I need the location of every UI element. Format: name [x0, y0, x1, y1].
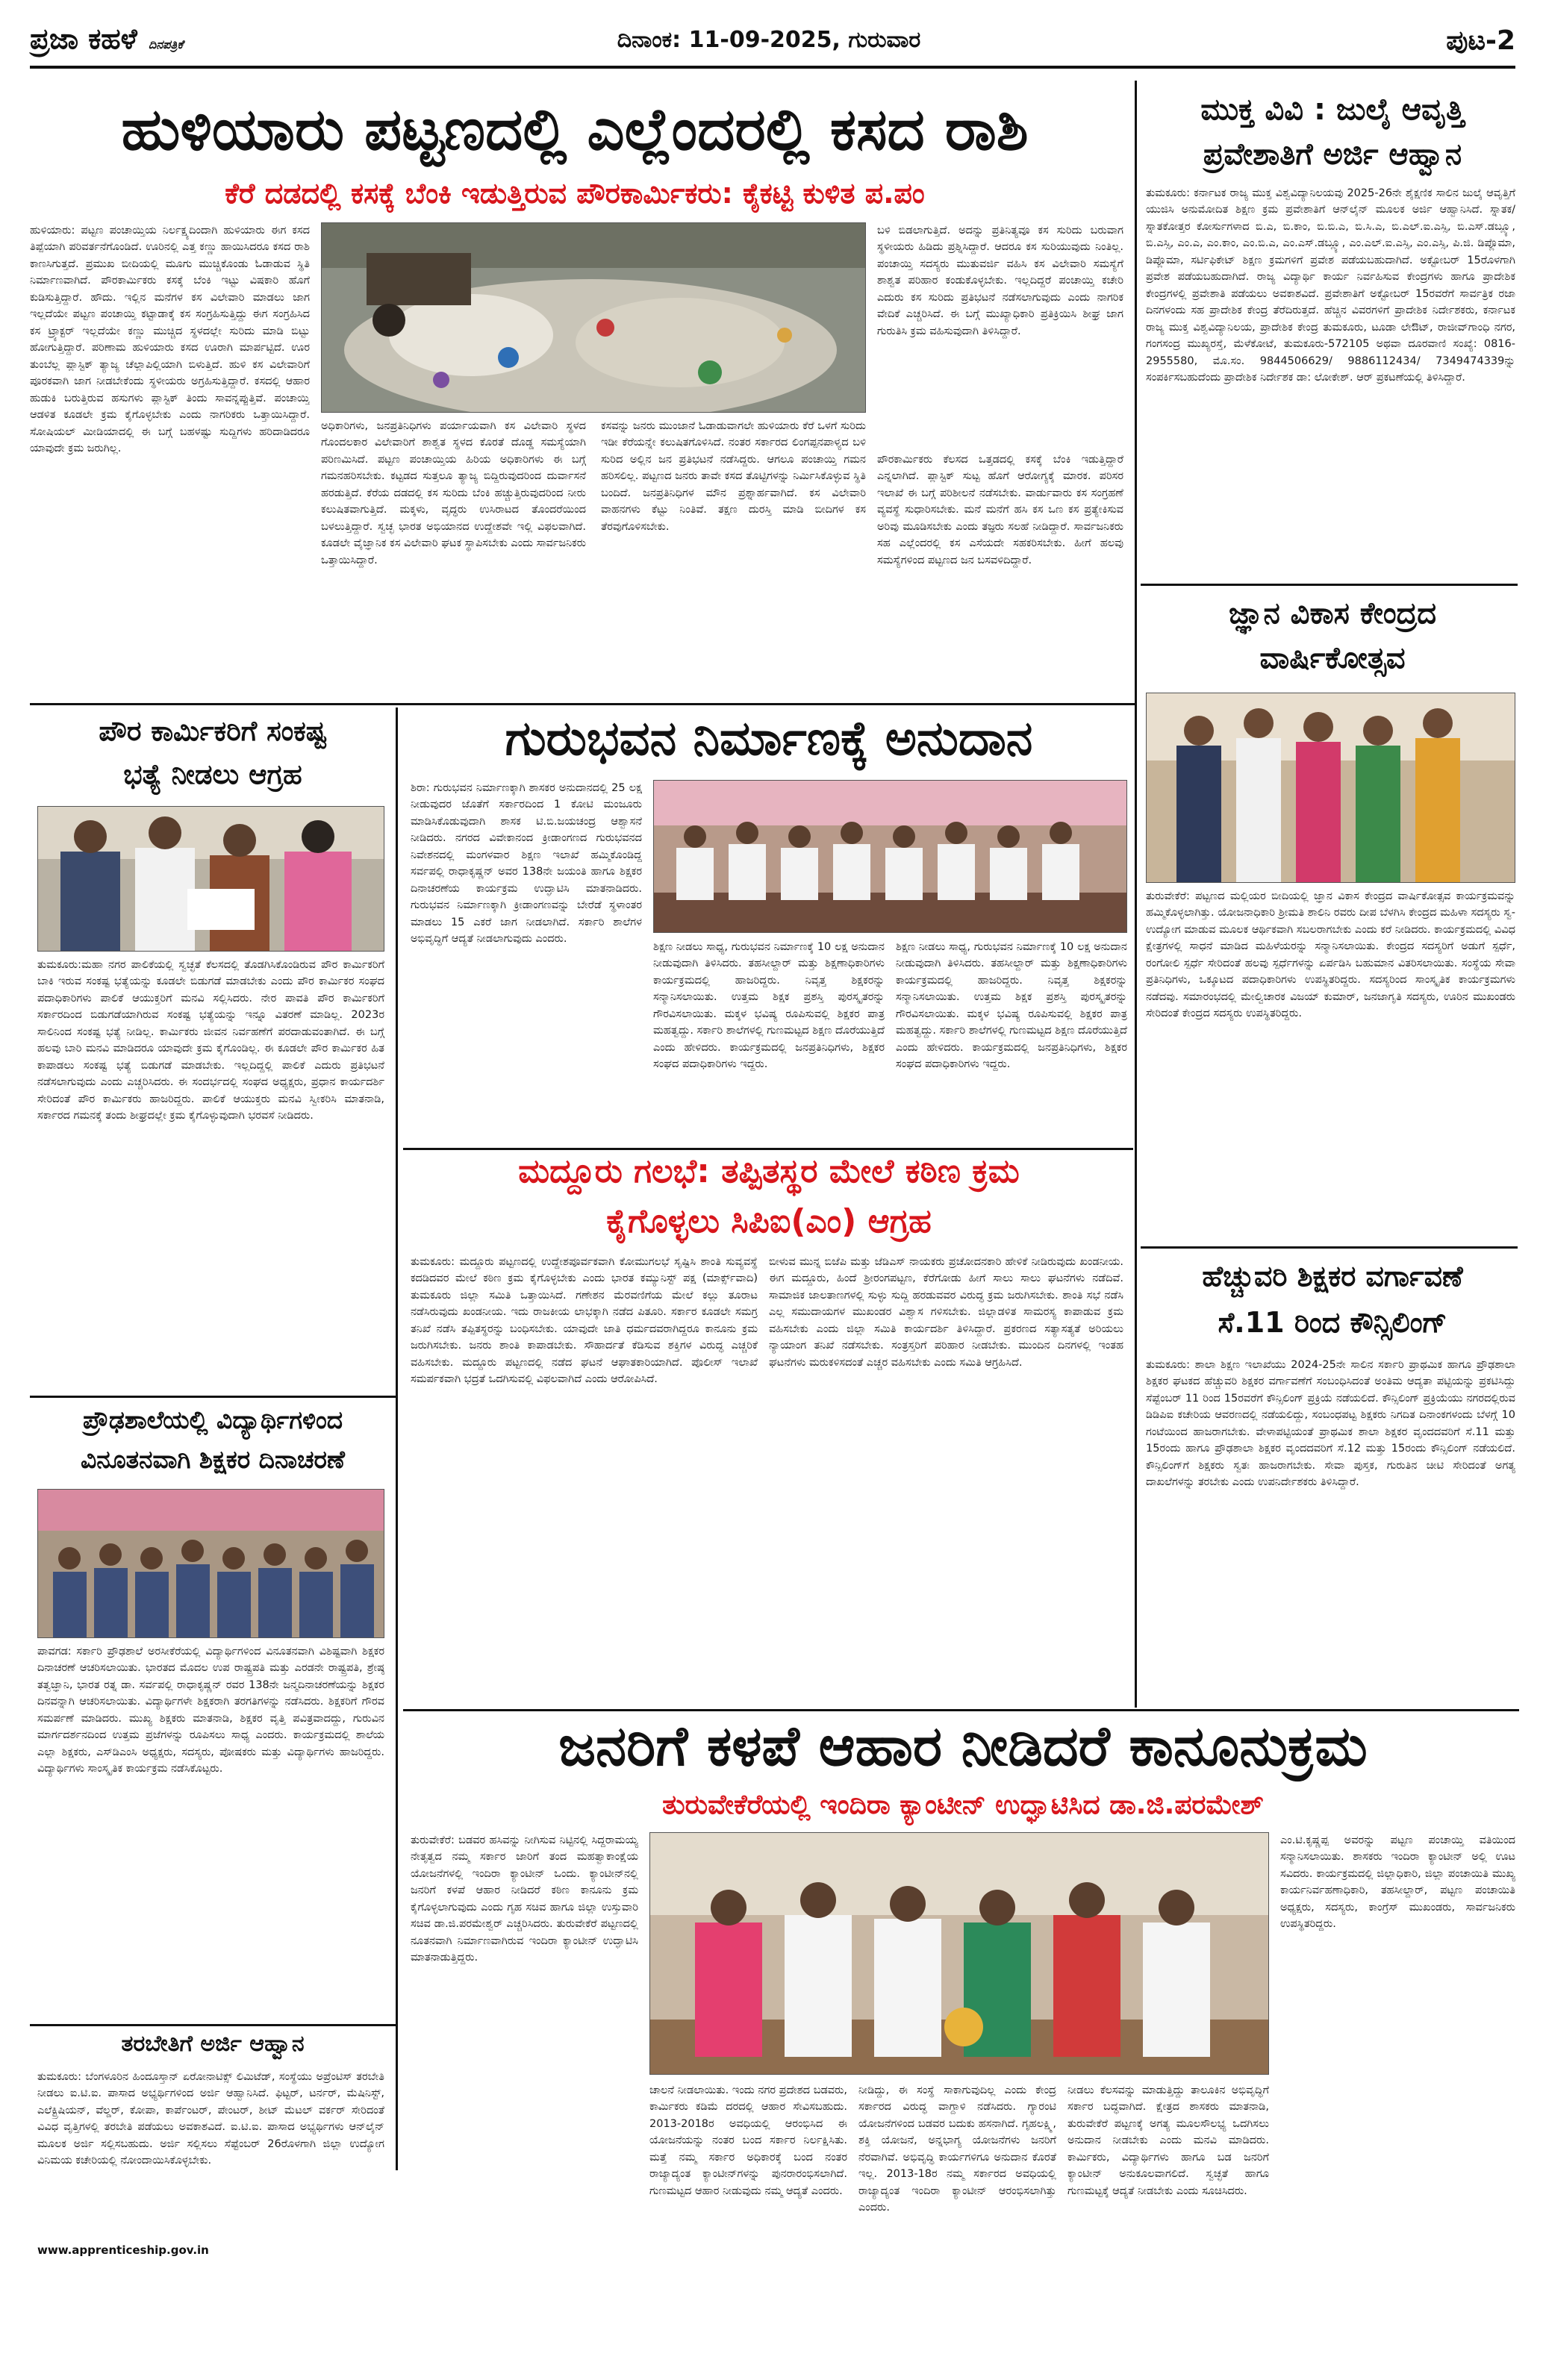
story8-headline-line2: ಕೈಗೊಳ್ಳಲು ಸಿಪಿಐ(ಎಂ) ಆಗ್ರಹ: [606, 1203, 932, 1240]
story4-body: ತುಮಕೂರು:ಮಹಾ ನಗರ ಪಾಲಿಕೆಯಲ್ಲಿ ಸ್ವಚ್ಛತೆ ಕೆಲಸದಲ್ಲಿ ತೊಡಗಿಸಿಕೊಂಡಿರುವ ಪೌರ ಕಾರ್ಮಿಕರಿಗೆ ಬಾಕಿ ಇರುವ ಸಂಕಷ್ಟ ಭತ್ಯೆಯನ್ನು ಕೂಡಲೇ ಬಿಡುಗಡೆ ಮಾಡಬೇಕು ಎಂದು ಪೌರ ಕಾರ್ಮಿಕರ ಸಂಘದ ಪದಾಧಿಕಾರಿಗಳು ಪಾಲಿಕೆ ಆಯುಕ್ತರಿಗೆ ಮನವಿ ಸಲ್ಲಿಸಿದರು. ನೇರ ಪಾವತಿ ಪೌರ ಕಾರ್ಮಿಕರಿಗೆ ಸರ್ಕಾರದಿಂದ ಬಿಡುಗಡೆಯಾಗಿರುವ ಸಂಕಷ್ಟ ಭತ್ಯೆಯನ್ನು ಇನ್ನೂ ವಿತರಣೆ ಮಾಡಿಲ್ಲ. 2023ರ ಸಾಲಿನಿಂದ ಸಂಕಷ್ಟ ಭತ್ಯೆ ನೀಡಿಲ್ಲ. ಕಾರ್ಮಿಕರು ಜೀವನ ನಿರ್ವಹಣೆಗೆ ಪರದಾಡುವಂತಾಗಿದೆ. ಈ ಬಗ್ಗೆ ಹಲವು ಬಾರಿ ಮನವಿ ಮಾಡಿದರೂ ಯಾವುದೇ ಕ್ರಮ ಕೈಗೊಂಡಿಲ್ಲ. ಈ ಕೂಡಲೇ ಪೌರ ಕಾರ್ಮಿಕರ ಹಿತ ಕಾಪಾಡಲು ಸಂಕಷ್ಟ ಭತ್ಯೆ ಬಿಡುಗಡೆ ಮಾಡಬೇಕು. ಇಲ್ಲದಿದ್ದಲ್ಲಿ ಪಾಲಿಕೆ ಎದುರು ಪ್ರತಿಭಟನೆ ನಡೆಸಲಾಗುವುದು ಎಂದು ಎಚ್ಚರಿಸಿದರು. ಈ ಸಂದರ್ಭದಲ್ಲಿ ಸಂಘದ ಅಧ್ಯಕ್ಷರು, ಪ್ರಧಾನ ಕಾರ್ಯದರ್ಶಿ ಸೇರಿದಂತೆ ಪೌರ ಕಾರ್ಮಿಕರು ಹಾಜರಿದ್ದರು. ಪಾಲಿಕೆ ಆಯುಕ್ತರು ಮನವಿ ಸ್ವೀಕರಿಸಿ ಮಾತನಾಡಿ, ಸರ್ಕಾರದ ಗಮನಕ್ಕೆ ತಂದು ಶೀಘ್ರದಲ್ಲೇ ಕ್ರಮ ಕೈಗೊಳ್ಳುವುದಾಗಿ ಭರವಸೆ ನೀಡಿದರು.: [37, 959, 384, 1122]
story7-col2: ಶಿಕ್ಷಣ ನೀಡಲು ಸಾಧ್ಯ, ಗುರುಭವನ ನಿರ್ಮಾಣಕ್ಕೆ 10 ಲಕ್ಷ ಅನುದಾನ ನೀಡುವುದಾಗಿ ತಿಳಿಸಿದರು. ತಹಸೀಲ್ದಾರ್ ಮತ್ತು ಶಿಕ್ಷಣಾಧಿಕಾರಿಗಳು ಕಾರ್ಯಕ್ರಮದಲ್ಲಿ ಹಾಜರಿದ್ದರು. ನಿವೃತ್ತ ಶಿಕ್ಷಕರನ್ನು ಸನ್ಮಾನಿಸಲಾಯಿತು. ಉತ್ತಮ ಶಿಕ್ಷಕ ಪ್ರಶಸ್ತಿ ಪುರಸ್ಕೃತರನ್ನು ಗೌರವಿಸಲಾಯಿತು. ಮಕ್ಕಳ ಭವಿಷ್ಯ ರೂಪಿಸುವಲ್ಲಿ ಶಿಕ್ಷಕರ ಪಾತ್ರ ಮಹತ್ವದ್ದು. ಸರ್ಕಾರಿ ಶಾಲೆಗಳಲ್ಲಿ ಗುಣಮಟ್ಟದ ಶಿಕ್ಷಣ ದೊರೆಯುತ್ತಿದೆ ಎಂದು ಹೇಳಿದರು. ಕಾರ್ಯಕ್ರಮದಲ್ಲಿ ಜನಪ್ರತಿನಿಧಿಗಳು, ಶಿಕ್ಷಕರ ಸಂಘದ ಪದಾಧಿಕಾರಿಗಳು ಇದ್ದರು.: [653, 941, 885, 1071]
story1-col1: ಹುಳಿಯಾರು: ಪಟ್ಟಣ ಪಂಚಾಯ್ತಿಯ ನಿರ್ಲಕ್ಷ್ಯದಿಂದಾಗಿ ಹುಳಿಯಾರು ಈಗ ಕಸದ ತಿಪ್ಪೆಯಾಗಿ ಪರಿವರ್ತನೆಗೊಂಡಿದೆ. ಊರಿನಲ್ಲಿ ಎತ್ತ ಕಣ್ಣು ಹಾಯಿಸಿದರೂ ಕಸದ ರಾಶಿ ಕಾಣಸಿಗುತ್ತದೆ. ಪ್ರಮುಖ ಬೀದಿಯಲ್ಲಿ ಮೂಗು ಮುಚ್ಚಿಕೊಂಡು ಓಡಾಡುವ ಸ್ಥಿತಿ ನಿರ್ಮಾಣವಾಗಿದೆ. ಪೌರಕಾರ್ಮಿಕರು ಕಸಕ್ಕೆ ಬೆಂಕಿ ಇಟ್ಟು ವಿಷಕಾರಿ ಹೊಗೆ ಕುಡಿಸುತ್ತಿದ್ದಾರೆ. ಹೌದು. ಇಲ್ಲಿನ ಮನೆಗಳ ಕಸ ವಿಲೇವಾರಿ ಮಾಡಲು ಜಾಗ ಇಲ್ಲದೆಯೇ ಪಟ್ಟಣ ಪಂಚಾಯ್ತಿ ಕಟ್ಟಾಡಾಕ್ಕೆ ಕಸ ಸಂಗ್ರಹಿಸುತ್ತಿದ್ದು ಈಗ ಸಂಗ್ರಹಿಸಿದ ಕಸ ಟ್ರ್ಯಾಕ್ಟರ್ ಇಲ್ಲದೆಯೇ ಕಣ್ಣು ಮುಚ್ಚಿದ ಸ್ಥಳದಲ್ಲೇ ಸುರಿದು ಮಾಡಿ ಬಿಟ್ಟು ಹೋಗುತ್ತಿದ್ದಾರೆ. ಪರಿಣಾಮ ಹುಳಿಯಾರು ಕಸದ ಊರಾಗಿ ಮಾರ್ಪಟ್ಟಿದೆ. ಊರ ತುಂಬೆಲ್ಲ ಪ್ಲಾಸ್ಟಿಕ್ ತ್ಯಾಜ್ಯ ಚೆಲ್ಲಾಪಿಲ್ಲಿಯಾಗಿ ಬಿಳುತ್ತಿದೆ. ಹುಳಿ ಕಸ ವಿಲೇವಾರಿಗೆ ಪೂರಕವಾಗಿ ಜಾಗ ನೀಡಬೇಕೆಂದು ಸ್ಥಳೀಯರು ಅಗ್ರಹಿಸುತ್ತಿದ್ದಾರೆ. ಕಸದಲ್ಲಿ ಆಹಾರ ಹುಡುಕಿ ಬರುತ್ತಿರುವ ಹಸುಗಳು ಪ್ಲಾಸ್ಟಿಕ್ ತಿಂದು ಸಾವನ್ನಪ್ಪುತ್ತಿವೆ. ಪಂಚಾಯ್ತಿ ಆಡಳಿತ ಕೂಡಲೇ ಕ್ರಮ ಕೈಗೊಳ್ಳಬೇಕು ಎಂದು ನಾಗರಿಕರು ಒತ್ತಾಯಿಸಿದ್ದಾರೆ. ಸೋಷಿಯಲ್ ಮೀಡಿಯಾದಲ್ಲಿ ಈ ಬಗ್ಗೆ ಬಹಳಷ್ಟು ಸುದ್ದಿಗಳು ಹರಿದಾಡಿದರೂ ಯಾವುದೇ ಕ್ರಮ ಜರುಗಿಲ್ಲ.: [30, 225, 310, 455]
right-column-rule: [1135, 81, 1137, 1708]
story3-bottom-rule: [1141, 1246, 1518, 1249]
story10-col4: ನೀಡಲು ಕೆಲಸವನ್ನು ಮಾಡುತ್ತಿದ್ದು ತಾಲೂಕಿನ ಅಭಿವೃದ್ಧಿಗೆ ಸರ್ಕಾರ ಬದ್ಧವಾಗಿದೆ. ಕ್ಷೇತ್ರದ ಶಾಸಕರು ಮಾತನಾಡಿ, ತುರುವೇಕೆರೆ ಪಟ್ಟಣಕ್ಕೆ ಅಗತ್ಯ ಮೂಲಸೌಲಭ್ಯ ಒದಗಿಸಲು ಅನುದಾನ ನೀಡಬೇಕು ಎಂದು ಮನವಿ ಮಾಡಿದರು. ಕಾರ್ಮಿಕರು, ವಿದ್ಯಾರ್ಥಿಗಳು ಹಾಗೂ ಬಡ ಜನರಿಗೆ ಕ್ಯಾಂಟೀನ್ ಅನುಕೂಲವಾಗಲಿದೆ. ಸ್ವಚ್ಛತೆ ಹಾಗೂ ಗುಣಮಟ್ಟಕ್ಕೆ ಆದ್ಯತೆ ನೀಡಬೇಕು ಎಂದು ಸೂಚಿಸಿದರು.: [1067, 2084, 1269, 2197]
story1-col2: ಅಧಿಕಾರಿಗಳು, ಜನಪ್ರತಿನಿಧಿಗಳು ಪರ್ಯಾಯವಾಗಿ ಕಸ ವಿಲೇವಾರಿ ಸ್ಥಳದ ಗೊಂದಲಕಾರ ವಿಲೇವಾರಿಗೆ ಶಾಶ್ವತ ಸ್ಥಳದ ಕೊರತೆ ದೊಡ್ಡ ಸಮಸ್ಯೆಯಾಗಿ ಪರಿಣಮಿಸಿದೆ. ಪಟ್ಟಣ ಪಂಚಾಯ್ತಿಯ ಹಿರಿಯ ಅಧಿಕಾರಿಗಳು ಈ ಬಗ್ಗೆ ಗಮನಹರಿಸಬೇಕು. ಕಟ್ಟಡದ ಸುತ್ತಲೂ ತ್ಯಾಜ್ಯ ಬಿದ್ದಿರುವುದರಿಂದ ದುರ್ವಾಸನೆ ಹರಡುತ್ತಿದೆ. ಕೆರೆಯ ದಡದಲ್ಲಿ ಕಸ ಸುರಿದು ಬೆಂಕಿ ಹಚ್ಚುತ್ತಿರುವುದರಿಂದ ನೀರು ಕಲುಷಿತವಾಗುತ್ತಿದೆ. ಮಕ್ಕಳು, ವೃದ್ಧರು ಉಸಿರಾಟದ ತೊಂದರೆಯಿಂದ ಬಳಲುತ್ತಿದ್ದಾರೆ. ಸ್ವಚ್ಛ ಭಾರತ ಅಭಿಯಾನದ ಉದ್ದೇಶವೇ ಇಲ್ಲಿ ವಿಫಲವಾಗಿದೆ. ಕೂಡಲೇ ವೈಜ್ಞಾನಿಕ ಕಸ ವಿಲೇವಾರಿ ಘಟಕ ಸ್ಥಾಪಿಸಬೇಕು ಎಂದು ಸಾರ್ವಜನಿಕರು ಒತ್ತಾಯಿಸಿದ್ದಾರೆ.: [321, 420, 586, 566]
canteen-inauguration-photo: [650, 1833, 1269, 2075]
story7-col1: ಶಿರಾ: ಗುರುಭವನ ನಿರ್ಮಾಣಕ್ಕಾಗಿ ಶಾಸಕರ ಅನುದಾನದಲ್ಲಿ 25 ಲಕ್ಷ ನೀಡುವುದರ ಜೊತೆಗೆ ಸರ್ಕಾರದಿಂದ 1 ಕೋಟಿ ಮಂಜೂರು ಮಾಡಿಸಿಕೊಡುವುದಾಗಿ ಶಾಸಕ ಟಿ.ಬಿ.ಜಯಚಂದ್ರ ಆಶ್ವಾಸನೆ ನೀಡಿದರು. ನಗರದ ವಿವೇಕಾನಂದ ಕ್ರೀಡಾಂಗಣದ ಗುರುಭವನದ ನಿವೇಶನದಲ್ಲಿ ಮಂಗಳವಾರ ಶಿಕ್ಷಣ ಇಲಾಖೆ ಹಮ್ಮಿಕೊಂಡಿದ್ದ ಸರ್ವಪಲ್ಲಿ ರಾಧಾಕೃಷ್ಣನ್ ಅವರ 138ನೇ ಜಯಂತಿ ಹಾಗೂ ಶಿಕ್ಷಕರ ದಿನಾಚರಣೆಯ ಕಾರ್ಯಕ್ರಮ ಉದ್ಘಾಟಿಸಿ ಮಾತನಾಡಿದರು. ಗುರುಭವನ ನಿರ್ಮಾಣಕ್ಕಾಗಿ ಕ್ರೀಡಾಂಗಣವನ್ನು ಬೇರೆಡೆ ಸ್ಥಳಾಂತರ ಮಾಡಲು 15 ಎಕರೆ ಜಾಗ ನೀಡಲಾಗಿದೆ. ಸರ್ಕಾರಿ ಶಾಲೆಗಳ ಅಭಿವೃದ್ಧಿಗೆ ಆದ್ಯತೆ ನೀಡಲಾಗುವುದು ಎಂದರು.: [411, 782, 642, 946]
story9-headline-line2: ಸೆ.11 ರಿಂದ ಕೌನ್ಸಿಲಿಂಗ್: [1218, 1308, 1447, 1339]
story1-subhead: ಕೆರೆ ದಡದಲ್ಲಿ ಕಸಕ್ಕೆ ಬೆಂಕಿ ಇಡುತ್ತಿರುವ ಪೌರಕಾರ್ಮಿಕರು: ಕೈಕಟ್ಟಿ ಕುಳಿತ ಪ.ಪಂ: [225, 178, 925, 210]
story5-headline-line2: ವಿನೂತನವಾಗಿ ಶಿಕ್ಷಕರ ದಿನಾಚರಣೆ: [80, 1446, 345, 1474]
story3-body: ತುರುವೇಕೆರೆ: ಪಟ್ಟಣದ ಮಲ್ಲಿಯರ ಬೀದಿಯಲ್ಲಿ ಜ್ಞಾನ ವಿಕಾಸ ಕೇಂದ್ರದ ವಾರ್ಷಿಕೋತ್ಸವ ಕಾರ್ಯಕ್ರಮವನ್ನು ಹಮ್ಮಿಕೊಳ್ಳಲಾಗಿತ್ತು. ಯೋಜನಾಧಿಕಾರಿ ಶ್ರೀಮತಿ ಶಾಲಿನಿ ರವರು ದೀಪ ಬೆಳಗಿಸಿ ಕೇಂದ್ರದ ಮಹಿಳಾ ಸದಸ್ಯರು ಸ್ವ-ಉದ್ಯೋಗ ಮಾಡುವ ಮೂಲಕ ಆರ್ಥಿಕವಾಗಿ ಸಬಲರಾಗಬೇಕು ಎಂದು ಕರೆ ನೀಡಿದರು. ಕಾರ್ಯಕ್ರಮದಲ್ಲಿ ವಿವಿಧ ಕ್ಷೇತ್ರಗಳಲ್ಲಿ ಸಾಧನೆ ಮಾಡಿದ ಮಹಿಳೆಯರನ್ನು ಸನ್ಮಾನಿಸಲಾಯಿತು. ಕೇಂದ್ರದ ಸದಸ್ಯರಿಗೆ ಅಡುಗೆ ಸ್ಪರ್ಧೆ, ರಂಗೋಲಿ ಸ್ಪರ್ಧೆ ಸೇರಿದಂತೆ ಹಲವು ಸ್ಪರ್ಧೆಗಳನ್ನು ಏರ್ಪಡಿಸಿ ಬಹುಮಾನ ವಿತರಿಸಲಾಯಿತು. ಸಂಸ್ಥೆಯ ಸೇವಾ ಪ್ರತಿನಿಧಿಗಳು, ಒಕ್ಕೂಟದ ಪದಾಧಿಕಾರಿಗಳು ಉಪಸ್ಥಿತರಿದ್ದರು. ಸದಸ್ಯರಿಂದ ಸಾಂಸ್ಕೃತಿಕ ಕಾರ್ಯಕ್ರಮಗಳು ನಡೆದವು. ಸಮಾರಂಭದಲ್ಲಿ ಮೇಲ್ವಿಚಾರಕ ವಿಜಯ್ ಕುಮಾರ್, ಜನಜಾಗೃತಿ ಸದಸ್ಯರು, ಊರಿನ ಮುಖಂಡರು ಸೇರಿದಂತೆ ಕೇಂದ್ರದ ಸದಸ್ಯರು ಉಪಸ್ಥಿತರಿದ್ದರು.: [1146, 890, 1515, 1020]
left-column-rule: [396, 708, 398, 2170]
story3-headline-line1: ಜ್ಞಾನ ವಿಕಾಸ ಕೇಂದ್ರದ: [1228, 597, 1437, 631]
story1-col3: ಕಸವನ್ನು ಜನರು ಮುಂಜಾನೆ ಓಡಾಡುವಾಗಲೇ ಹುಳಿಯಾರು ಕೆರೆ ಒಳಗೆ ಸುರಿದು ಇಡೀ ಕೆರೆಯನ್ನೇ ಕಲುಷಿತಗೊಳಿಸಿದೆ. ನಂತರ ಸರ್ಕಾರದ ಲಿಂಗಪ್ಪನಪಾಳ್ಯದ ಬಳಿ ಸುರಿದ ಅಲ್ಲಿನ ಜನ ಪ್ರತಿಭಟನೆ ನಡೆಸಿದ್ದರು. ಆಗಲೂ ಪಂಚಾಯ್ತಿ ಗಮನ ಹರಿಸಲಿಲ್ಲ. ಪಟ್ಟಣದ ಜನರು ತಾವೇ ಕಸದ ತೊಟ್ಟಿಗಳನ್ನು ನಿರ್ಮಿಸಿಕೊಳ್ಳುವ ಸ್ಥಿತಿ ಬಂದಿದೆ. ಜನಪ್ರತಿನಿಧಿಗಳ ಮೌನ ಪ್ರಶ್ನಾರ್ಹವಾಗಿದೆ. ಕಸ ವಿಲೇವಾರಿ ವಾಹನಗಳು ಕೆಟ್ಟು ನಿಂತಿವೆ. ತಕ್ಷಣ ದುರಸ್ತಿ ಮಾಡಿ ಬೀದಿಗಳ ಕಸ ತೆರವುಗೊಳಿಸಬೇಕು.: [601, 420, 866, 533]
story7-headline: ಗುರುಭವನ ನಿರ್ಮಾಣಕ್ಕೆ ಅನುದಾನ: [505, 713, 1033, 766]
story4-headline-line2: ಭತ್ಯೆ ನೀಡಲು ಆಗ್ರಹ: [123, 760, 302, 790]
story5-headline-line1: ಪ್ರೌಢಶಾಲೆಯಲ್ಲಿ ವಿದ್ಯಾರ್ಥಿಗಳಿಂದ: [82, 1407, 343, 1434]
memorandum-photo: [38, 807, 384, 952]
story10-headline: ಜನರಿಗೆ ಕಳಪೆ ಆಹಾರ ನೀಡಿದರೆ ಕಾನೂನುಕ್ರಮ: [558, 1717, 1368, 1778]
award-ceremony-photo: [1147, 693, 1515, 883]
story2-bottom-rule: [1141, 584, 1518, 586]
page-number: ಪುಟ-2: [1446, 25, 1515, 56]
garbage-heap-photo: [322, 223, 866, 413]
story3-headline-line2: ವಾರ್ಷಿಕೋತ್ಸವ: [1259, 642, 1406, 675]
story8-bottom-rule: [403, 1709, 1519, 1711]
story10-col2: ಚಾಲನೆ ನೀಡಲಾಯಿತು. ಇಂದು ನಗರ ಪ್ರದೇಶದ ಬಡವರು, ಕಾರ್ಮಿಕರು ಕಡಿಮೆ ದರದಲ್ಲಿ ಆಹಾರ ಸೇವಿಸಬಹುದು. 2013-2018ರ ಅವಧಿಯಲ್ಲಿ ಆರಂಭಿಸಿದ ಈ ಯೋಜನೆಯನ್ನು ನಂತರ ಬಂದ ಸರ್ಕಾರ ನಿರ್ಲಕ್ಷಿಸಿತು. ಮತ್ತೆ ನಮ್ಮ ಸರ್ಕಾರ ಅಧಿಕಾರಕ್ಕೆ ಬಂದ ನಂತರ ರಾಜ್ಯಾದ್ಯಂತ ಕ್ಯಾಂಟೀನ್‌ಗಳನ್ನು ಪುನರಾರಂಭಿಸಲಾಗಿದೆ. ಗುಣಮಟ್ಟದ ಆಹಾರ ನೀಡುವುದು ನಮ್ಮ ಆದ್ಯತೆ ಎಂದರು.: [649, 2084, 847, 2197]
story5-body: ಪಾವಗಡ: ಸರ್ಕಾರಿ ಪ್ರೌಢಶಾಲೆ ಅರಸೀಕೆರೆಯಲ್ಲಿ ವಿದ್ಯಾರ್ಥಿಗಳಿಂದ ವಿನೂತನವಾಗಿ ವಿಶಿಷ್ಟವಾಗಿ ಶಿಕ್ಷಕರ ದಿನಾಚರಣೆ ಆಚರಿಸಲಾಯಿತು. ಭಾರತದ ಮೊದಲ ಉಪ ರಾಷ್ಟ್ರಪತಿ ಮತ್ತು ಎರಡನೇ ರಾಷ್ಟ್ರಪತಿ, ಶ್ರೇಷ್ಠ ತತ್ವಜ್ಞಾನಿ, ಭಾರತ ರತ್ನ ಡಾ. ಸರ್ವಪಲ್ಲಿ ರಾಧಾಕೃಷ್ಣನ್ ರವರ 138ನೇ ಜನ್ಮದಿನಾಚರಣೆಯನ್ನು ಶಿಕ್ಷಕರ ದಿನವನ್ನಾಗಿ ಆಚರಿಸಲಾಯಿತು. ವಿದ್ಯಾರ್ಥಿಗಳೇ ಶಿಕ್ಷಕರಾಗಿ ತರಗತಿಗಳನ್ನು ನಡೆಸಿದರು. ಶಿಕ್ಷಕರಿಗೆ ಗೌರವ ಸಮರ್ಪಣೆ ಮಾಡಿದರು. ಮುಖ್ಯ ಶಿಕ್ಷಕರು ಮಾತನಾಡಿ, ಶಿಕ್ಷಕರ ವೃತ್ತಿ ಪವಿತ್ರವಾದದ್ದು, ಗುರುವಿನ ಮಾರ್ಗದರ್ಶನದಿಂದ ಉತ್ತಮ ಪ್ರಜೆಗಳನ್ನು ರೂಪಿಸಲು ಸಾಧ್ಯ ಎಂದರು. ಕಾರ್ಯಕ್ರಮದಲ್ಲಿ ಶಾಲೆಯ ಎಲ್ಲಾ ಶಿಕ್ಷಕರು, ಎಸ್‌ಡಿಎಂಸಿ ಅಧ್ಯಕ್ಷರು, ಸದಸ್ಯರು, ಪೋಷಕರು ಮತ್ತು ವಿದ್ಯಾರ್ಥಿಗಳು ಹಾಜರಿದ್ದರು. ವಿದ್ಯಾರ್ಥಿಗಳು ಸಾಂಸ್ಕೃತಿಕ ಕಾರ್ಯಕ್ರಮ ನಡೆಸಿಕೊಟ್ಟರು.: [37, 1646, 384, 1775]
students-group-photo: [38, 1490, 384, 1638]
story1-col4: ಬಳಿ ಬಿಡಲಾಗುತ್ತಿದೆ. ಅದನ್ನು ಪ್ರತಿನಿತ್ಯವೂ ಕಸ ಸುರಿದು ಬರುವಾಗ ಸ್ಥಳೀಯರು ಹಿಡಿದು ಪ್ರಶ್ನಿಸಿದ್ದಾರೆ. ಆದರೂ ಕಸ ಸುರಿಯುವುದು ನಿಂತಿಲ್ಲ. ಪಂಚಾಯ್ತಿ ಸದಸ್ಯರು ಮುತುವರ್ಜಿ ವಹಿಸಿ ಕಸ ವಿಲೇವಾರಿ ಸಮಸ್ಯೆಗೆ ಶಾಶ್ವತ ಪರಿಹಾರ ಕಂಡುಕೊಳ್ಳಬೇಕು. ಇಲ್ಲದಿದ್ದರೆ ಪಂಚಾಯ್ತಿ ಕಚೇರಿ ಎದುರು ಕಸ ಸುರಿದು ಪ್ರತಿಭಟನೆ ನಡೆಸಲಾಗುವುದು ಎಂದು ನಾಗರಿಕ ವೇದಿಕೆ ಎಚ್ಚರಿಸಿದೆ. ಈ ಬಗ್ಗೆ ಮುಖ್ಯಾಧಿಕಾರಿ ಪ್ರತಿಕ್ರಿಯಿಸಿ ಶೀಘ್ರ ಜಾಗ ಗುರುತಿಸಿ ಕ್ರಮ ವಹಿಸುವುದಾಗಿ ತಿಳಿಸಿದ್ದಾರೆ.: [877, 225, 1123, 337]
story10-col1: ತುರುವೇಕೆರೆ: ಬಡವರ ಹಸಿವನ್ನು ನೀಗಿಸುವ ನಿಟ್ಟಿನಲ್ಲಿ ಸಿದ್ದರಾಮಯ್ಯ ನೇತೃತ್ವದ ನಮ್ಮ ಸರ್ಕಾರ ಜಾರಿಗೆ ತಂದ ಮಹತ್ವಾಕಾಂಕ್ಷೆಯ ಯೋಜನೆಗಳಲ್ಲಿ ಇಂದಿರಾ ಕ್ಯಾಂಟೀನ್ ಒಂದು. ಕ್ಯಾಂಟೀನ್‌ನಲ್ಲಿ ಜನರಿಗೆ ಕಳಪೆ ಆಹಾರ ನೀಡಿದರೆ ಕಠಿಣ ಕಾನೂನು ಕ್ರಮ ಕೈಗೊಳ್ಳಲಾಗುವುದು ಎಂದು ಗೃಹ ಸಚಿವ ಹಾಗೂ ಜಿಲ್ಲಾ ಉಸ್ತುವಾರಿ ಸಚಿವ ಡಾ.ಜಿ.ಪರಮೇಶ್ವರ್ ಎಚ್ಚರಿಸಿದರು. ತುರುವೇಕೆರೆ ಪಟ್ಟಣದಲ್ಲಿ ನೂತನವಾಗಿ ನಿರ್ಮಾಣವಾಗಿರುವ ಇಂದಿರಾ ಕ್ಯಾಂಟೀನ್ ಉದ್ಘಾಟಿಸಿ ಮಾತನಾಡುತ್ತಿದ್ದರು.: [411, 1834, 638, 1964]
newspaper-tagline: ದಿನಪತ್ರಿಕೆ: [148, 37, 184, 51]
story1-photo: [321, 222, 866, 413]
story5-bottom-rule: [30, 2024, 396, 2026]
stage-dignitaries-photo: [654, 781, 1127, 933]
story8-headline-line1: ಮದ್ದೂರು ಗಲಭೆ: ತಪ್ಪಿತಸ್ಥರ ಮೇಲೆ ಕಠಿಣ ಕ್ರಮ: [518, 1153, 1020, 1190]
story9-headline-line1: ಹೆಚ್ಚುವರಿ ಶಿಕ್ಷಕರ ವರ್ಗಾವಣೆ: [1202, 1261, 1463, 1293]
newspaper-name: ಪ್ರಜಾ ಕಹಳೆ: [30, 22, 137, 55]
masthead-rule: [30, 66, 1515, 69]
story7-photo: [653, 780, 1127, 933]
story5-photo: [37, 1489, 384, 1638]
story7-col3: ಶಿಕ್ಷಣ ನೀಡಲು ಸಾಧ್ಯ, ಗುರುಭವನ ನಿರ್ಮಾಣಕ್ಕೆ 10 ಲಕ್ಷ ಅನುದಾನ ನೀಡುವುದಾಗಿ ತಿಳಿಸಿದರು. ತಹಸೀಲ್ದಾರ್ ಮತ್ತು ಶಿಕ್ಷಣಾಧಿಕಾರಿಗಳು ಕಾರ್ಯಕ್ರಮದಲ್ಲಿ ಹಾಜರಿದ್ದರು. ನಿವೃತ್ತ ಶಿಕ್ಷಕರನ್ನು ಸನ್ಮಾನಿಸಲಾಯಿತು. ಉತ್ತಮ ಶಿಕ್ಷಕ ಪ್ರಶಸ್ತಿ ಪುರಸ್ಕೃತರನ್ನು ಗೌರವಿಸಲಾಯಿತು. ಮಕ್ಕಳ ಭವಿಷ್ಯ ರೂಪಿಸುವಲ್ಲಿ ಶಿಕ್ಷಕರ ಪಾತ್ರ ಮಹತ್ವದ್ದು. ಸರ್ಕಾರಿ ಶಾಲೆಗಳಲ್ಲಿ ಗುಣಮಟ್ಟದ ಶಿಕ್ಷಣ ದೊರೆಯುತ್ತಿದೆ ಎಂದು ಹೇಳಿದರು. ಕಾರ್ಯಕ್ರಮದಲ್ಲಿ ಜನಪ್ರತಿನಿಧಿಗಳು, ಶಿಕ್ಷಕರ ಸಂಘದ ಪದಾಧಿಕಾರಿಗಳು ಇದ್ದರು.: [896, 941, 1127, 1071]
story1-col5: ಪೌರಕಾರ್ಮಿಕರು ಕೆಲಸದ ಒತ್ತಡದಲ್ಲಿ ಕಸಕ್ಕೆ ಬೆಂಕಿ ಇಡುತ್ತಿದ್ದಾರೆ ಎನ್ನಲಾಗಿದೆ. ಪ್ಲಾಸ್ಟಿಕ್ ಸುಟ್ಟ ಹೊಗೆ ಆರೋಗ್ಯಕ್ಕೆ ಮಾರಕ. ಪರಿಸರ ಇಲಾಖೆ ಈ ಬಗ್ಗೆ ಪರಿಶೀಲನೆ ನಡೆಸಬೇಕು. ವಾರ್ಡುವಾರು ಕಸ ಸಂಗ್ರಹಣೆ ವ್ಯವಸ್ಥೆ ಸುಧಾರಿಸಬೇಕು. ಮನೆ ಮನೆಗೆ ಹಸಿ ಕಸ ಒಣ ಕಸ ಪ್ರತ್ಯೇಕಿಸುವ ಅರಿವು ಮೂಡಿಸಬೇಕು ಎಂದು ತಜ್ಞರು ಸಲಹೆ ನೀಡಿದ್ದಾರೆ. ಸಾರ್ವಜನಿಕರು ಸಹ ಎಲ್ಲೆಂದರಲ್ಲಿ ಕಸ ಎಸೆಯದೇ ಸಹಕರಿಸಬೇಕು. ಹೀಗೆ ಹಲವು ಸಮಸ್ಯೆಗಳಿಂದ ಪಟ್ಟಣದ ಜನ ಬಸವಳಿದಿದ್ದಾರೆ.: [877, 454, 1123, 566]
story2-headline-line2: ಪ್ರವೇಶಾತಿಗೆ ಅರ್ಜಿ ಆಹ್ವಾನ: [1203, 138, 1462, 172]
story9-body: ತುಮಕೂರು: ಶಾಲಾ ಶಿಕ್ಷಣ ಇಲಾಖೆಯು 2024-25ನೇ ಸಾಲಿನ ಸರ್ಕಾರಿ ಪ್ರಾಥಮಿಕ ಹಾಗೂ ಪ್ರೌಢಶಾಲಾ ಶಿಕ್ಷಕರ ಘಟಕದ ಹೆಚ್ಚುವರಿ ಶಿಕ್ಷಕರ ವರ್ಗಾವಣೆಗೆ ಸಂಬಂಧಿಸಿದಂತೆ ಅಂತಿಮ ಆದ್ಯತಾ ಪಟ್ಟಿಯನ್ನು ಪ್ರಕಟಿಸಿದ್ದು ಸೆಪ್ಟೆಂಬರ್ 11 ರಿಂದ 15ರವರೆಗೆ ಕೌನ್ಸಿಲಿಂಗ್ ಪ್ರಕ್ರಿಯೆ ನಡೆಯಲಿದೆ. ಕೌನ್ಸಿಲಿಂಗ್ ಪ್ರಕ್ರಿಯೆಯು ನಗರದಲ್ಲಿರುವ ಡಿಡಿಪಿಐ ಕಚೇರಿಯ ಆವರಣದಲ್ಲಿ ನಡೆಯಲಿದ್ದು, ಸಂಬಂಧಪಟ್ಟ ಶಿಕ್ಷಕರು ನಿಗದಿತ ದಿನಾಂಕಗಳಂದು ಬೆಳಗ್ಗೆ 10 ಗಂಟೆಯಿಂದ ಹಾಜರಾಗಬೇಕು. ವೇಳಾಪಟ್ಟಿಯಂತೆ ಪ್ರಾಥಮಿಕ ಶಾಲಾ ಶಿಕ್ಷಕರ ವೃಂದದವರಿಗೆ ಸೆ.11 ಮತ್ತು 15ರಂದು ಹಾಗೂ ಪ್ರೌಢಶಾಲಾ ಶಿಕ್ಷಕರ ವೃಂದದವರಿಗೆ ಸೆ.12 ಮತ್ತು 15ರಂದು ಕೌನ್ಸಿಲಿಂಗ್ ನಡೆಯಲಿದೆ. ಕೌನ್ಸಿಲಿಂಗ್‌ಗೆ ಶಿಕ್ಷಕರು ಸ್ವತಃ ಹಾಜರಾಗಬೇಕು. ಸೇವಾ ಪುಸ್ತಕ, ಗುರುತಿನ ಚೀಟಿ ಸೇರಿದಂತೆ ಅಗತ್ಯ ದಾಖಲೆಗಳನ್ನು ತರಬೇಕು ಎಂದು ಉಪನಿರ್ದೇಶಕರು ತಿಳಿಸಿದ್ದಾರೆ.: [1146, 1359, 1515, 1489]
masthead-name: [30, 22, 328, 63]
story6-headline: ತರಬೇತಿಗೆ ಅರ್ಜಿ ಆಹ್ವಾನ: [121, 2031, 305, 2057]
story2-headline-line1: ಮುಕ್ತ ವಿವಿ : ಜುಲೈ ಆವೃತ್ತಿ: [1200, 93, 1465, 127]
story8-col1: ತುಮಕೂರು: ಮದ್ದೂರು ಪಟ್ಟಣದಲ್ಲಿ ಉದ್ದೇಶಪೂರ್ವಕವಾಗಿ ಕೋಮುಗಲಭೆ ಸೃಷ್ಟಿಸಿ ಶಾಂತಿ ಸುವ್ಯವಸ್ಥೆ ಕದಡಿದವರ ಮೇಲೆ ಕಠಿಣ ಕ್ರಮ ಕೈಗೊಳ್ಳಬೇಕು ಎಂದು ಭಾರತ ಕಮ್ಯುನಿಸ್ಟ್ ಪಕ್ಷ (ಮಾರ್ಕ್ಸ್‌ವಾದಿ) ತುಮಕೂರು ಜಿಲ್ಲಾ ಸಮಿತಿ ಒತ್ತಾಯಿಸಿದೆ. ಗಣೇಶನ ಮೆರವಣಿಗೆಯ ಮೇಲೆ ಕಲ್ಲು ತೂರಾಟ ನಡೆಸಿರುವುದು ಖಂಡನೀಯ. ಇದು ರಾಜಕೀಯ ಲಾಭಕ್ಕಾಗಿ ನಡೆದ ಪಿತೂರಿ. ಸರ್ಕಾರ ಕೂಡಲೇ ಸಮಗ್ರ ತನಿಖೆ ನಡೆಸಿ ತಪ್ಪಿತಸ್ಥರನ್ನು ಬಂಧಿಸಬೇಕು. ಯಾವುದೇ ಜಾತಿ ಧರ್ಮದವರಾಗಿದ್ದರೂ ಕಾನೂನು ಕ್ರಮ ಜರುಗಿಸಬೇಕು. ಜನರು ಶಾಂತಿ ಕಾಪಾಡಬೇಕು. ಸೌಹಾರ್ದತೆ ಕೆಡಿಸುವ ಶಕ್ತಿಗಳ ವಿರುದ್ಧ ಎಚ್ಚರಿಕೆ ವಹಿಸಬೇಕು. ಮದ್ದೂರು ಪಟ್ಟಣದಲ್ಲಿ ನಡೆದ ಘಟನೆ ಆಘಾತಕಾರಿಯಾಗಿದೆ. ಪೊಲೀಸ್ ಇಲಾಖೆ ಸಮರ್ಪಕವಾಗಿ ಭದ್ರತೆ ಒದಗಿಸುವಲ್ಲಿ ವಿಫಲವಾಗಿದೆ ಎಂದು ಆರೋಪಿಸಿದೆ.: [411, 1256, 758, 1386]
apprenticeship-link[interactable]: www.apprenticeship.gov.in: [37, 2243, 209, 2257]
story1-headline: ಹುಳಿಯಾರು ಪಟ್ಟಣದಲ್ಲಿ ಎಲ್ಲೆಂದರಲ್ಲಿ ಕಸದ ರಾಶಿ: [121, 99, 1029, 163]
story6-body: ತುಮಕೂರು: ಬೆಂಗಳೂರಿನ ಹಿಂದೂಸ್ತಾನ್ ಏರೋನಾಟಿಕ್ಸ್ ಲಿಮಿಟೆಡ್, ಸಂಸ್ಥೆಯು ಅಪ್ರೆಂಟಿಸ್ ತರಬೇತಿ ನೀಡಲು ಐ.ಟಿ.ಐ. ಪಾಸಾದ ಅಭ್ಯರ್ಥಿಗಳಿಂದ ಅರ್ಜಿ ಆಹ್ವಾನಿಸಿದೆ. ಫಿಟ್ಟರ್, ಟರ್ನರ್, ಮೆಷಿನಿಸ್ಟ್, ಎಲೆಕ್ಟ್ರಿಷಿಯನ್, ವೆಲ್ಡರ್, ಕೋಪಾ, ಕಾರ್ಪೆಂಟರ್, ಪೇಂಟರ್, ಶೀಟ್ ಮೆಟಲ್ ವರ್ಕರ್ ಸೇರಿದಂತೆ ವಿವಿಧ ವೃತ್ತಿಗಳಲ್ಲಿ ತರಬೇತಿ ಪಡೆಯಲು ಅವಕಾಶವಿದೆ. ಐ.ಟಿ.ಐ. ಪಾಸಾದ ಅಭ್ಯರ್ಥಿಗಳು ಆನ್‌ಲೈನ್ ಮೂಲಕ ಅರ್ಜಿ ಸಲ್ಲಿಸಬಹುದು. ಅರ್ಜಿ ಸಲ್ಲಿಸಲು ಸೆಪ್ಟೆಂಬರ್ 26ರೊಳಗಾಗಿ ಜಿಲ್ಲಾ ಉದ್ಯೋಗ ವಿನಿಮಯ ಕಚೇರಿಯಲ್ಲಿ ನೋಂದಾಯಿಸಿಕೊಳ್ಳಬೇಕು.: [37, 2071, 384, 2167]
story10-photo: [649, 1832, 1269, 2075]
story4-headline-line1: ಪೌರ ಕಾರ್ಮಿಕರಿಗೆ ಸಂಕಷ್ಟ: [99, 716, 327, 747]
story4-bottom-rule: [30, 1396, 396, 1398]
story1-bottom-rule: [30, 703, 1135, 705]
issue-date: ದಿನಾಂಕ: 11-09-2025, ಗುರುವಾರ: [617, 27, 921, 53]
story7-bottom-rule: [403, 1148, 1133, 1150]
story10-subhead: ತುರುವೇಕೆರೆಯಲ್ಲಿ ಇಂದಿರಾ ಕ್ಯಾಂಟೀನ್ ಉದ್ಘಾಟಿಸಿದ ಡಾ.ಜಿ.ಪರಮೇಶ್: [662, 1790, 1264, 1820]
story2-body: ತುಮಕೂರು: ಕರ್ನಾಟಕ ರಾಜ್ಯ ಮುಕ್ತ ವಿಶ್ವವಿದ್ಯಾನಿಲಯವು 2025-26ನೇ ಶೈಕ್ಷಣಿಕ ಸಾಲಿನ ಜುಲೈ ಆವೃತ್ತಿಗೆ ಯುಜಿಸಿ ಅನುಮೋದಿತ ಶಿಕ್ಷಣ ಕ್ರಮ ಪ್ರವೇಶಾತಿಗೆ ಆನ್‌ಲೈನ್ ಮೂಲಕ ಅರ್ಜಿ ಆಹ್ವಾನಿಸಿದೆ. ಸ್ನಾತಕ/ಸ್ನಾತಕೋತ್ತರ ಕೋರ್ಸುಗಳಾದ ಬಿ.ಎ, ಬಿ.ಕಾಂ, ಬಿ.ಬಿ.ಎ, ಬಿ.ಸಿ.ಎ, ಬಿ.ಎಲ್.ಐ.ಎಸ್ಸಿ, ಬಿ.ಎಸ್.ಡಬ್ಲ್ಯೂ, ಬಿ.ಎಸ್ಸಿ, ಎಂ.ಎ, ಎಂ.ಕಾಂ, ಎಂ.ಬಿ.ಎ, ಎಂ.ಎಸ್.ಡಬ್ಲ್ಯೂ, ಎಂ.ಎಲ್.ಐ.ಎಸ್ಸಿ, ಎಂ.ಎಸ್ಸಿ, ಪಿ.ಜಿ. ಡಿಪ್ಲೊಮಾ, ಡಿಪ್ಲೊಮಾ, ಸರ್ಟಿಫಿಕೇಟ್ ಶಿಕ್ಷಣ ಕ್ರಮಗಳಿಗೆ ಪ್ರವೇಶ ಪಡೆಯಬಹುದಾಗಿದೆ. ಅಕ್ಟೋಬರ್ 15ರೊಳಗಾಗಿ ಪ್ರವೇಶ ಪಡೆಯಬಹುದಾಗಿದೆ. ರಾಜ್ಯ ವಿದ್ಯಾರ್ಥಿ ಕಾರ್ಯ ನಿರ್ವಹಿಸುವ ಕೇಂದ್ರಗಳು ಹಾಗೂ ಪ್ರಾದೇಶಿಕ ಕೇಂದ್ರಗಳಲ್ಲಿ ಪ್ರವೇಶಾತಿ ಪಡೆಯಲು ಅವಕಾಶವಿದೆ. ಪ್ರವೇಶಾತಿಗೆ ಅಕ್ಟೋಬರ್ 15ರವರೆಗೆ ಸಾರ್ವತ್ರಿಕ ರಜಾ ದಿನಗಳಂದು ಸಹ ಪ್ರಾದೇಶಿಕ ಕೇಂದ್ರ ತೆರೆದಿರುತ್ತದೆ. ಹೆಚ್ಚಿನ ವಿವರಗಳಿಗೆ ಪ್ರಾದೇಶಿಕ ನಿರ್ದೇಶಕರು, ಕರ್ನಾಟಕ ರಾಜ್ಯ ಮುಕ್ತ ವಿಶ್ವವಿದ್ಯಾನಿಲಯ, ಪ್ರಾದೇಶಿಕ ಕೇಂದ್ರ ತುಮಕೂರು, ಟೂಡಾ ಲೇಔಟ್, ರಾಜೀವ್‌ಗಾಂಧಿ ನಗರ, ಗಂಗಸಂದ್ರ ಮುಖ್ಯರಸ್ತೆ, ಮೆಳೆಕೋಟೆ, ತುಮಕೂರು-572105 ಅಥವಾ ದೂರವಾಣಿ ಸಂಖ್ಯೆ: 0816-2955580, ಮೊ.ಸಂ. 9844506629/ 9886112434/ 7349474339ನ್ನು ಸಂಪರ್ಕಿಸಬಹುದೆಂದು ಪ್ರಾದೇಶಿಕ ನಿರ್ದೇಶಕ ಡಾ: ಲೋಕೇಶ್. ಆರ್ ಪ್ರಕಟಣೆಯಲ್ಲಿ ತಿಳಿಸಿದ್ದಾರೆ.: [1146, 187, 1515, 384]
story10-col3: ನೀಡಿದ್ದು, ಈ ಸಂಸ್ಥೆ ಸಾಕಾಗುವುದಿಲ್ಲ ಎಂದು ಕೇಂದ್ರ ಸರ್ಕಾರದ ವಿರುದ್ಧ ವಾಗ್ದಾಳಿ ನಡೆಸಿದರು. ಗ್ಯಾರಂಟಿ ಯೋಜನೆಗಳಿಂದ ಬಡವರ ಬದುಕು ಹಸನಾಗಿದೆ. ಗೃಹಲಕ್ಷ್ಮಿ, ಶಕ್ತಿ ಯೋಜನೆ, ಅನ್ನಭಾಗ್ಯ ಯೋಜನೆಗಳು ಜನರಿಗೆ ನೆರವಾಗಿವೆ. ಅಭಿವೃದ್ಧಿ ಕಾರ್ಯಗಳಿಗೂ ಅನುದಾನ ಕೊರತೆ ಇಲ್ಲ. 2013-18ರ ನಮ್ಮ ಸರ್ಕಾರದ ಅವಧಿಯಲ್ಲಿ ರಾಜ್ಯಾದ್ಯಂತ ಇಂದಿರಾ ಕ್ಯಾಂಟೀನ್ ಆರಂಭಿಸಲಾಗಿತ್ತು ಎಂದರು.: [858, 2084, 1056, 2214]
story3-photo: [1146, 693, 1515, 883]
story10-col5: ಎಂ.ಟಿ.ಕೃಷ್ಣಪ್ಪ ಅವರನ್ನು ಪಟ್ಟಣ ಪಂಚಾಯ್ತಿ ವತಿಯಿಂದ ಸನ್ಮಾನಿಸಲಾಯಿತು. ಶಾಸಕರು ಇಂದಿರಾ ಕ್ಯಾಂಟೀನ್ ಅಲ್ಲಿ ಊಟ ಸವಿದರು. ಕಾರ್ಯಕ್ರಮದಲ್ಲಿ ಜಿಲ್ಲಾಧಿಕಾರಿ, ಜಿಲ್ಲಾ ಪಂಚಾಯಿತಿ ಮುಖ್ಯ ಕಾರ್ಯನಿರ್ವಹಣಾಧಿಕಾರಿ, ತಹಸೀಲ್ದಾರ್, ಪಟ್ಟಣ ಪಂಚಾಯಿತಿ ಅಧ್ಯಕ್ಷರು, ಸದಸ್ಯರು, ಕಾಂಗ್ರೆಸ್ ಮುಖಂಡರು, ಸಾರ್ವಜನಿಕರು ಉಪಸ್ಥಿತರಿದ್ದರು.: [1280, 1834, 1515, 1931]
story8-col2: ಬೀಳುವ ಮುನ್ನ ಬಿಜೆಪಿ ಮತ್ತು ಜೆಡಿಎಸ್ ನಾಯಕರು ಪ್ರಚೋದನಕಾರಿ ಹೇಳಿಕೆ ನೀಡಿರುವುದು ಖಂಡನೀಯ. ಈಗ ಮದ್ದೂರು, ಹಿಂದೆ ಶ್ರೀರಂಗಪಟ್ಟಣ, ಕೆರೆಗೋಡು ಹೀಗೆ ಸಾಲು ಸಾಲು ಘಟನೆಗಳು ನಡೆದಿವೆ. ಸಾಮಾಜಿಕ ಜಾಲತಾಣಗಳಲ್ಲಿ ಸುಳ್ಳು ಸುದ್ದಿ ಹರಡುವವರ ವಿರುದ್ಧ ಕ್ರಮ ಜರುಗಿಸಬೇಕು. ಶಾಂತಿ ಸಭೆ ನಡೆಸಿ ಎಲ್ಲ ಸಮುದಾಯಗಳ ಮುಖಂಡರ ವಿಶ್ವಾಸ ಗಳಿಸಬೇಕು. ಜಿಲ್ಲಾಡಳಿತ ಸಾಮರಸ್ಯ ಕಾಪಾಡುವ ಕ್ರಮ ವಹಿಸಬೇಕು ಎಂದು ಜಿಲ್ಲಾ ಸಮಿತಿ ಕಾರ್ಯದರ್ಶಿ ತಿಳಿಸಿದ್ದಾರೆ. ಪ್ರಕರಣದ ಸತ್ಯಾಸತ್ಯತೆ ಅರಿಯಲು ನ್ಯಾಯಾಂಗ ತನಿಖೆ ನಡೆಸಬೇಕು. ಸಂತ್ರಸ್ತರಿಗೆ ಪರಿಹಾರ ನೀಡಬೇಕು. ಮುಂದಿನ ದಿನಗಳಲ್ಲಿ ಇಂತಹ ಘಟನೆಗಳು ಮರುಕಳಿಸದಂತೆ ಎಚ್ಚರ ವಹಿಸಬೇಕು ಎಂದು ಸಮಿತಿ ಆಗ್ರಹಿಸಿದೆ.: [769, 1256, 1123, 1369]
story4-photo: [37, 806, 384, 952]
